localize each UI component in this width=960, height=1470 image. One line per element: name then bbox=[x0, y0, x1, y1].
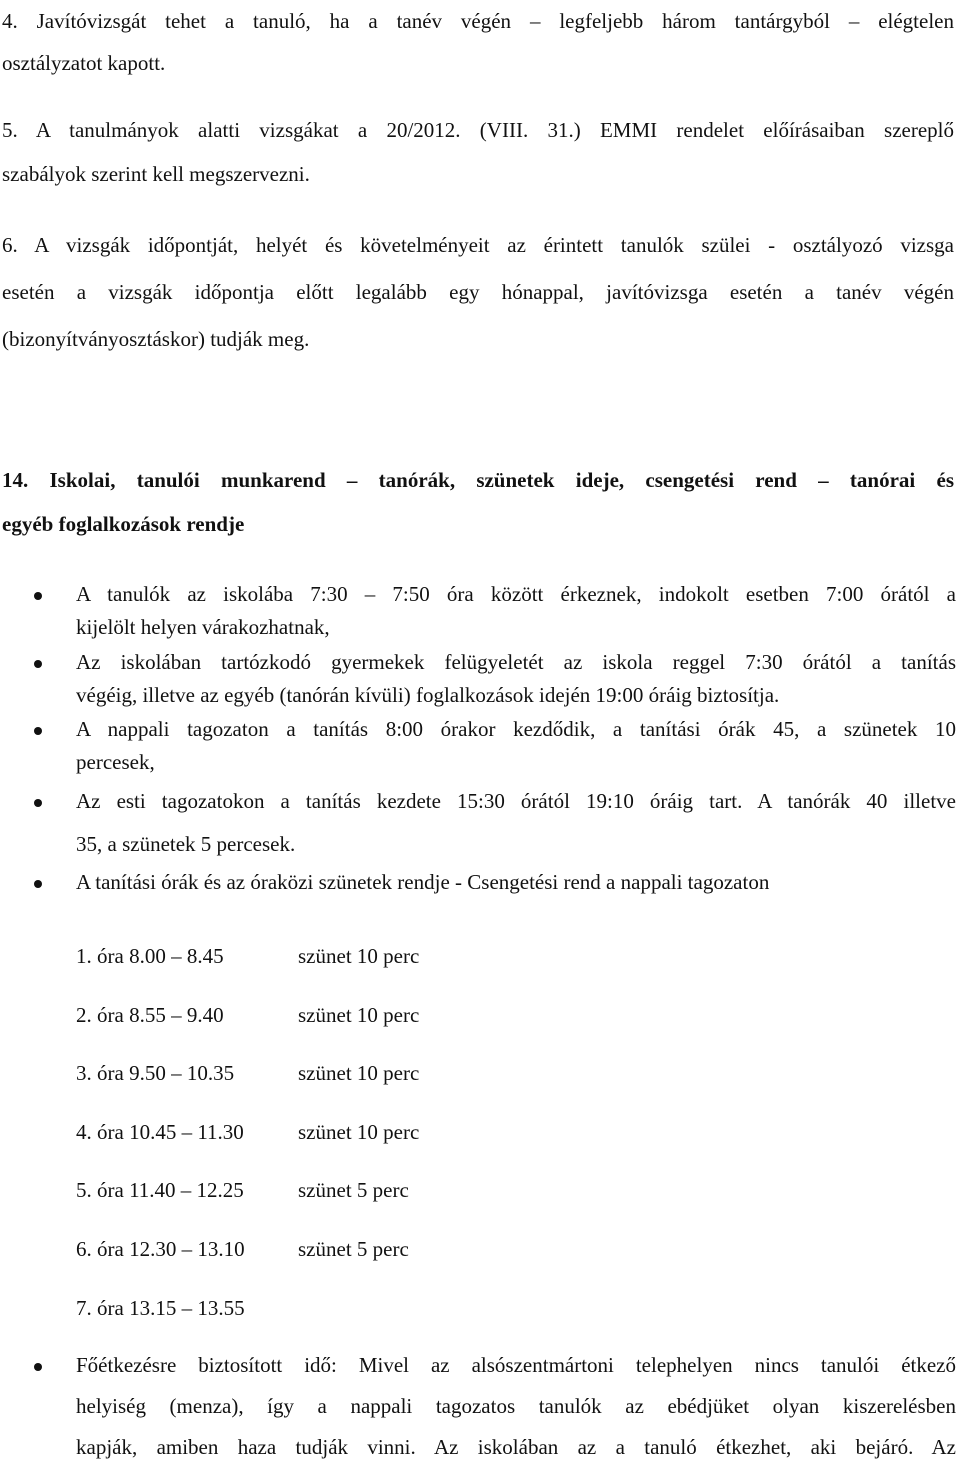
section-heading-line-2: egyéb foglalkozások rendje bbox=[2, 512, 245, 536]
paragraph-6-line-3: (bizonyítványosztáskor) tudják meg. bbox=[2, 327, 310, 351]
bullet-icon bbox=[34, 660, 42, 668]
list-item-line: végéig, illetve az egyéb (tanórán kívüli) foglalkozások idején 19:00 óráig biztosítja. bbox=[76, 683, 780, 707]
schedule-row bbox=[76, 1053, 576, 1112]
schedule-row bbox=[76, 995, 576, 1054]
list-item bbox=[76, 866, 956, 899]
bullet-icon bbox=[34, 592, 42, 600]
list-item bbox=[76, 578, 956, 644]
paragraph-5-line-2: szabályok szerint kell megszervezni. bbox=[2, 162, 310, 186]
break-duration: szünet 5 perc bbox=[298, 1178, 409, 1203]
schedule-row bbox=[76, 1229, 576, 1288]
schedule-row bbox=[76, 1170, 576, 1229]
paragraph-5-line-1: 5. A tanulmányok alatti vizsgákat a 20/2012. (VIII. 31.) EMMI rendelet előírásaiban szereplő bbox=[2, 118, 954, 142]
bullet-icon bbox=[34, 1363, 42, 1371]
list-item-line: 35, a szünetek 5 percesek. bbox=[76, 832, 296, 856]
section-heading-line-1: 14. Iskolai, tanulói munkarend – tanórák, szünetek ideje, csengetési rend – tanórai és bbox=[2, 468, 954, 492]
list-item-line: percesek, bbox=[76, 750, 155, 774]
list-item bbox=[76, 1345, 956, 1468]
break-duration: szünet 10 perc bbox=[298, 1061, 420, 1086]
bullet-icon bbox=[34, 799, 42, 807]
list-item bbox=[76, 646, 956, 712]
list-item-line: Főétkezésre biztosított idő: Mivel az alsószentmártoni telephelyen nincs tanulói étkező bbox=[76, 1353, 956, 1377]
bullet-icon bbox=[34, 727, 42, 735]
lesson-time: 5. óra 11.40 – 12.25 bbox=[76, 1178, 244, 1203]
bullet-icon bbox=[34, 880, 42, 888]
schedule-row bbox=[76, 936, 576, 995]
paragraph-6-line-2: esetén a vizsgák időpontja előtt legalább egy hónappal, javítóvizsga esetén a tanév végén bbox=[2, 280, 954, 304]
lesson-time: 4. óra 10.45 – 11.30 bbox=[76, 1119, 244, 1144]
break-duration: szünet 10 perc bbox=[298, 1002, 420, 1027]
list-item bbox=[76, 780, 956, 866]
lesson-time: 7. óra 13.15 – 13.55 bbox=[76, 1295, 245, 1320]
paragraph-6-line-1: 6. A vizsgák időpontját, helyét és követelményeit az érintett tanulók szülei - osztályozó vizsga bbox=[2, 233, 954, 257]
schedule-row bbox=[76, 1112, 576, 1171]
list-item-line: kijelölt helyen várakozhatnak, bbox=[76, 615, 330, 639]
bell-schedule bbox=[76, 936, 576, 1346]
list-item-line: A tanulók az iskolába 7:30 – 7:50 óra között érkeznek, indokolt esetben 7:00 órától a bbox=[76, 582, 956, 606]
schedule-row bbox=[76, 1288, 576, 1347]
lesson-time: 6. óra 12.30 – 13.10 bbox=[76, 1236, 245, 1261]
list-item-line: Az esti tagozatokon a tanítás kezdete 15:30 órától 19:10 óráig tart. A tanórák 40 illetve bbox=[76, 789, 956, 813]
list-item bbox=[76, 713, 956, 779]
break-duration: szünet 10 perc bbox=[298, 944, 420, 968]
lesson-time: 3. óra 9.50 – 10.35 bbox=[76, 1061, 235, 1086]
list-item-line: A nappali tagozaton a tanítás 8:00 órakor kezdődik, a tanítási órák 45, a szünetek 10 bbox=[76, 717, 956, 741]
break-duration: szünet 10 perc bbox=[298, 1119, 420, 1144]
paragraph-4-line-1: 4. Javítóvizsgát tehet a tanuló, ha a tanév végén – legfeljebb három tantárgyból – elégtelen bbox=[2, 9, 954, 33]
lesson-time: 2. óra 8.55 – 9.40 bbox=[76, 1002, 224, 1027]
paragraph-4-line-2: osztályzatot kapott. bbox=[2, 51, 166, 75]
break-duration: szünet 5 perc bbox=[298, 1236, 409, 1261]
list-item-line: Az iskolában tartózkodó gyermekek felügyeletét az iskola reggel 7:30 órától a tanítás bbox=[76, 650, 956, 674]
lesson-time: 1. óra 8.00 – 8.45 bbox=[76, 944, 224, 968]
list-item-line: A tanítási órák és az óraközi szünetek rendje - Csengetési rend a nappali tagozaton bbox=[76, 870, 770, 894]
list-item-line: kapják, amiben haza tudják vinni. Az iskolában az a tanuló étkezhet, aki bejáró. Az bbox=[76, 1435, 956, 1459]
list-item-line: helyiség (menza), így a nappali tagozatos tanulók az ebédjüket olyan kiszerelésben bbox=[76, 1394, 956, 1418]
